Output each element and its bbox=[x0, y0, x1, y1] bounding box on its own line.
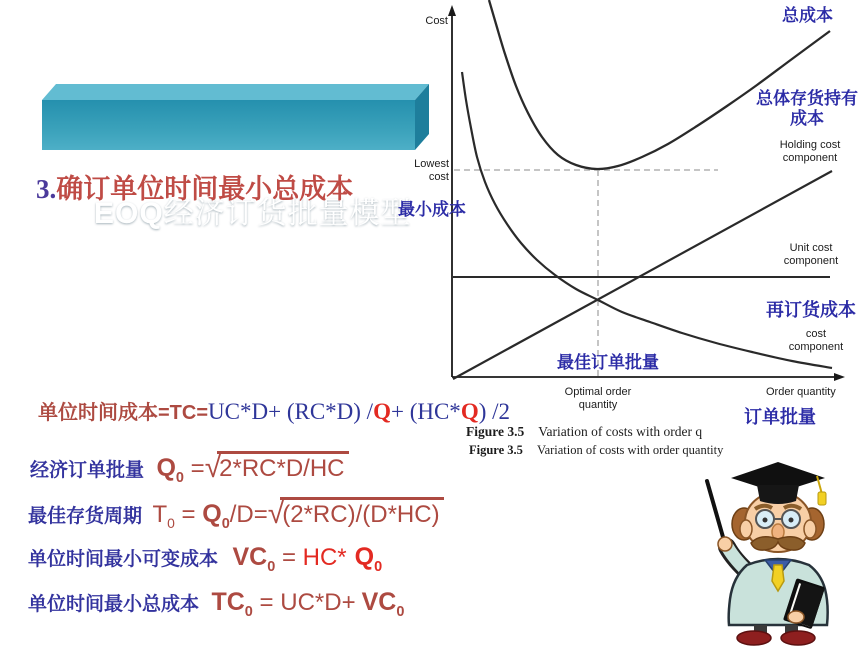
heading-number: 3. bbox=[36, 174, 57, 204]
x-axis-arrow bbox=[834, 373, 845, 381]
formula-eoq: 经济订单批量 $Q_0 =√2*RC*D/HC$ bbox=[30, 450, 349, 486]
reorder-cost-label-en: cost component bbox=[788, 328, 844, 353]
figure-caption-2: Figure 3.5 Variation of costs with order quantity bbox=[469, 443, 724, 457]
order-quantity-label-en: Order quantity bbox=[766, 386, 836, 398]
formula-min-variable-cost: 单位时间最小可变成本 $VC_0 = HC*$ $Q_0$ bbox=[28, 543, 383, 575]
total-cost-label-cn: 总成本 bbox=[782, 6, 833, 26]
reorder-cost-label-cn: 再订货成本 bbox=[766, 300, 856, 321]
ear-right bbox=[804, 520, 816, 538]
heading-text: 确订单位时间最小总成本 bbox=[56, 174, 354, 204]
optimal-order-label-en: Optimal order quantity bbox=[564, 386, 632, 411]
formula-unit-time-cost: 单位时间成本=TC=UC*D+ (RC*D) /Q+ (HC*Q) /2 bbox=[38, 399, 511, 424]
formula-min-total-cost: 单位时间最小总成本 $TC_0 = UC*D+ VC_0$ bbox=[28, 588, 405, 620]
tassel bbox=[818, 492, 826, 505]
y-axis-arrow bbox=[448, 5, 456, 16]
lowest-cost-label: Lowest cost bbox=[414, 158, 449, 183]
cost-axis-label: Cost bbox=[425, 15, 448, 27]
order-quantity-label-cn: 订单批量 bbox=[744, 407, 816, 428]
banner-title-en: EOQ bbox=[94, 197, 164, 230]
holding-cost-label-en: Holding cost component bbox=[779, 139, 841, 164]
book-hand bbox=[788, 611, 804, 623]
optimal-order-label-cn: 最佳订单批量 bbox=[557, 353, 659, 373]
formula-optimal-cycle: 最佳存货周期 $T_0 = Q_0/D=√(2*RC)/(D*HC)$ bbox=[28, 496, 444, 532]
sqrt-sign: √ bbox=[204, 451, 222, 484]
hand bbox=[718, 537, 732, 551]
ear-left bbox=[740, 520, 752, 538]
holding-cost-label-cn: 总体存货持有 成本 bbox=[756, 89, 858, 129]
banner-title-cn: 经济订货批量模型 bbox=[163, 197, 412, 230]
professor-illustration bbox=[684, 448, 862, 648]
shoe-left bbox=[737, 631, 771, 645]
figure-caption-1: Figure 3.5 Variation of costs with order q bbox=[466, 424, 703, 439]
min-cost-label-cn: 最小成本 bbox=[398, 200, 466, 220]
unit-cost-label-en: Unit cost component bbox=[783, 242, 839, 267]
pointer-stick bbox=[707, 481, 725, 544]
shoe-right bbox=[781, 631, 815, 645]
sqrt-sign: √ bbox=[267, 497, 285, 530]
